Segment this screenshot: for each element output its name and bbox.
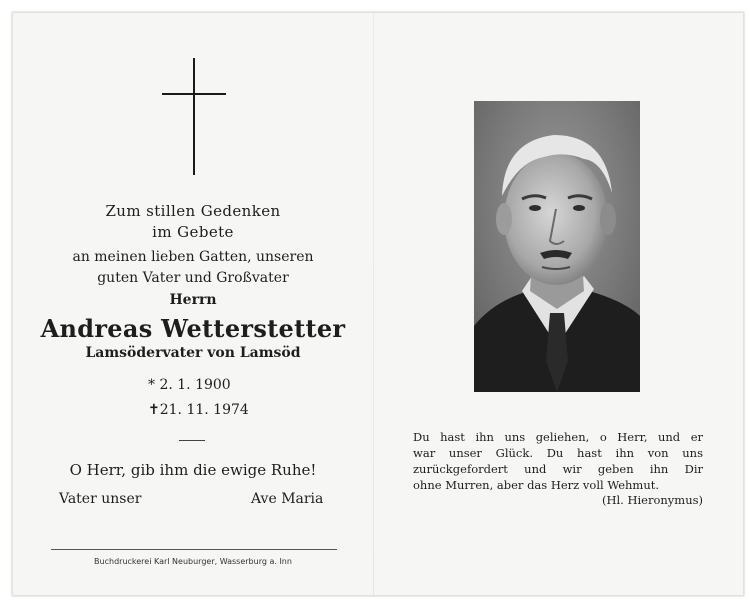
portrait-photo — [474, 101, 640, 392]
deceased-name: Andreas Wetterstetter — [40, 314, 346, 343]
printer-imprint: Buchdruckerei Karl Neuburger, Wasserburg a. Inn — [94, 557, 292, 566]
prayer-line: O Herr, gib ihm die ewige Ruhe! — [69, 461, 317, 479]
prayer-vater-unser: Vater unser — [59, 491, 142, 507]
portrait-illustration — [474, 101, 640, 392]
quote-text — [413, 429, 703, 493]
dedication-text — [33, 247, 353, 289]
intro-line-2: im Gebete — [152, 223, 234, 241]
right-panel — [374, 13, 743, 595]
honorific: Herrn — [169, 292, 217, 308]
memorial-card — [12, 12, 744, 596]
dedication-line-1: an meinen lieben Gatten, unseren — [72, 249, 314, 265]
printer-rule — [51, 549, 337, 550]
quote-line-1: Du hast ihn uns geliehen, o Herr, und er — [413, 430, 703, 444]
prayer-ave-maria: Ave Maria — [251, 491, 324, 507]
quote-line-4: ohne Murren, aber das Herz voll Wehmut. — [413, 478, 660, 492]
dedication-line-2: guten Vater und Großvater — [97, 270, 289, 286]
divider — [179, 440, 205, 441]
death-date: ✝21. 11. 1974 — [148, 402, 249, 418]
deceased-subtitle: Lamsödervater von Lamsöd — [85, 345, 301, 361]
quote-line-2: war unser Glück. Du hast ihn von uns — [413, 446, 703, 460]
birth-date: * 2. 1. 1900 — [148, 377, 231, 393]
quote-attribution: (Hl. Hieronymus) — [601, 493, 703, 507]
quote-line-3: zurückgefordert und wir geben ihn Dir — [413, 462, 703, 476]
left-panel — [13, 13, 373, 595]
intro-line-1: Zum stillen Gedenken — [105, 202, 281, 220]
intro-text — [33, 201, 353, 243]
